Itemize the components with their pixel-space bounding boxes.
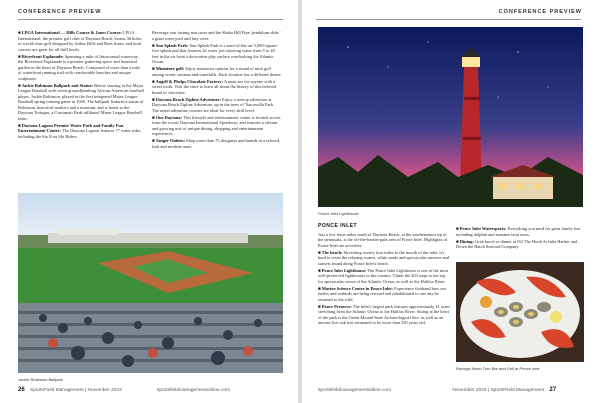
- paragraph: ■ LPGA International — Hills Course & Jones Course: LPGA International, the premier golf club of Daytona Beach, boasts 36 holes of world-class golf designed by Arthur Hills and Rees Jones, and both courses are great for all skill levels.: [18, 30, 142, 52]
- paragraph: ■ Ponce Inlet Watersports: Everything you need for great family fun including dolphin and manatee boat tours.: [456, 226, 580, 237]
- page-number: 27: [549, 387, 557, 393]
- left-column-1: [18, 30, 144, 141]
- issue-date: November 2023 |: [452, 388, 490, 393]
- paragraph: ■ Jackie Robinson Ballpark and Statue: Before starring in the Major League Baseball with seven groundbreaking African American baseball player, Jackie Robinson, played in the first integrated Major League Baseball spring training game in 1946. The ballpark features a statue of Robinson, historical markers and a museum, and is home to the Daytona Tortugas, a Cincinnati Reds affiliated Minor League Baseball team.: [18, 82, 144, 121]
- ballpark-photo: [18, 193, 283, 373]
- left-header-rule: [18, 19, 283, 20]
- left-page: [0, 0, 298, 403]
- ponce-inlet-column: [318, 224, 450, 327]
- paragraph: ■ Ponce Preserve: The Inlet's largest park features approximately 41 acres stretching from the Atlantic Ocean to the Halifax River. Sitting at the heart of the park is the Green Mound State Archaeological Site, as well as an ancient live oak tree estimated to be more than 350 years old.: [318, 303, 450, 325]
- paragraph: ■ The beach: Stretching twenty four miles to the mouth of the inlet, it's hard to resist the relaxing waters, white sands and spectacular sunrises and sunsets found along Ponce Inlet's beach.: [318, 249, 449, 266]
- section-heading: PONCE INLET: [318, 223, 358, 229]
- paragraph: ■ Daytona Beach Zipline Adventure: Enjoy a treetop adventure at Daytona Beach Zipline Adventure, up in the trees of Tuscawilla Park. The aerial adventure courses are ideal for every skill level.: [152, 96, 275, 113]
- lighthouse-photo: [318, 27, 583, 207]
- magazine-name: SportsField Management: [30, 388, 84, 393]
- seafood-photo: [456, 262, 584, 362]
- right-column-2: [456, 226, 584, 251]
- left-footer: [18, 387, 230, 393]
- paragraph: ■ One Daytona: This lifestyle and entertainment center is located across from the iconic Daytona International Speedway, and features a vibrant and growing mix of unique dining, shopping and entertainment experiences.: [152, 114, 281, 136]
- paragraph: ■ Dining: Grab lunch or dinner at Off The Hook At Inlet Harbor and Down the Hatch Seafood Company.: [456, 238, 578, 249]
- right-page-header: CONFERENCE PREVIEW: [498, 9, 582, 15]
- lighthouse-caption: Ponce Inlet Lighthouse: [318, 211, 359, 216]
- right-page: [302, 0, 600, 403]
- website-url[interactable]: sportsfieldmanagementonline.com: [157, 388, 231, 393]
- paragraph: Just a few short miles south of Daytona Beach, at the southernmost tip of the peninsula, is the oft-the-beaten-path area of Ponce Inlet. Highlights of Ponce Inlet are activities:: [318, 231, 448, 248]
- left-page-header: CONFERENCE PREVIEW: [18, 9, 102, 15]
- right-footer: [318, 387, 556, 393]
- paragraph: ■ Riverfront Esplanade: Spanning a mile of Intracoastal waterway, the Riverfront Esplanade is a premier gathering space and botanical garden in the heart of Daytona Beach. Composed of more than a mile of waterfront running trail with comfortable benches and unique sculptures.: [18, 53, 141, 81]
- magazine-name: SportsField Management: [490, 388, 545, 393]
- issue-date: | November 2023: [84, 388, 122, 393]
- paragraph: Beverage tour tasting mat racer and the Shaka Hill Pipe 'pendulum slide,' a giant wave pool and lazy river.: [152, 30, 281, 41]
- left-column-2: [152, 30, 282, 151]
- website-url[interactable]: sportsfieldmanagementonline.com: [318, 388, 392, 393]
- seafood-caption: Racingo North Turn Bar and Grill at Ponce Inlet: [456, 366, 540, 371]
- paragraph: ■ Ponce Inlet Lighthouse: The Ponce Inlet Lighthouse is one of the most well-preserved lighthouses in the country. Climb the 203 steps to the top for spectacular views of the Atlantic Ocean, as well as the Halifax River.: [318, 267, 449, 284]
- paragraph: ■ Angell & Phelps Chocolate Factory: A must see for anyone with a sweet tooth. Visit the store to learn all about the history of this beloved brand of chocolate.: [152, 78, 277, 95]
- paragraph: ■ Miniature golf: Enjoy numerous options for a round of mini golf among scenic streams and waterfalls. Each location has a different theme.: [152, 66, 282, 77]
- paragraph: ■ Sun Splash Park: Sun Splash Park is a state-of-the-art 5,000-square-foot splash pad that features 42 water jets shooting water from 5 to 40 feet in the air from a decorative play surface overlooking the Atlantic Ocean.: [152, 42, 278, 64]
- paragraph: ■ Tanger Outlets: Shop more than 75 designers and brands in a relaxed, lush and modern oasis.: [152, 138, 281, 149]
- paragraph: ■ Marine Science Center in Ponce Inlet: Experience firsthand how sea turtles and seabirds are being rescued and rehabilitated to one day be returned to the wild.: [318, 285, 446, 302]
- paragraph: ■ Daytona Lagoon Premier Water Park and Family Fun Entertainment Center: The Daytona Lagoon features 77 water rides, including the Six Foot Ski Riders: [18, 122, 142, 139]
- ballpark-caption: Jackie Robinson Ballpark: [18, 377, 63, 382]
- page-number: 26: [18, 387, 25, 393]
- right-header-rule: [316, 19, 581, 20]
